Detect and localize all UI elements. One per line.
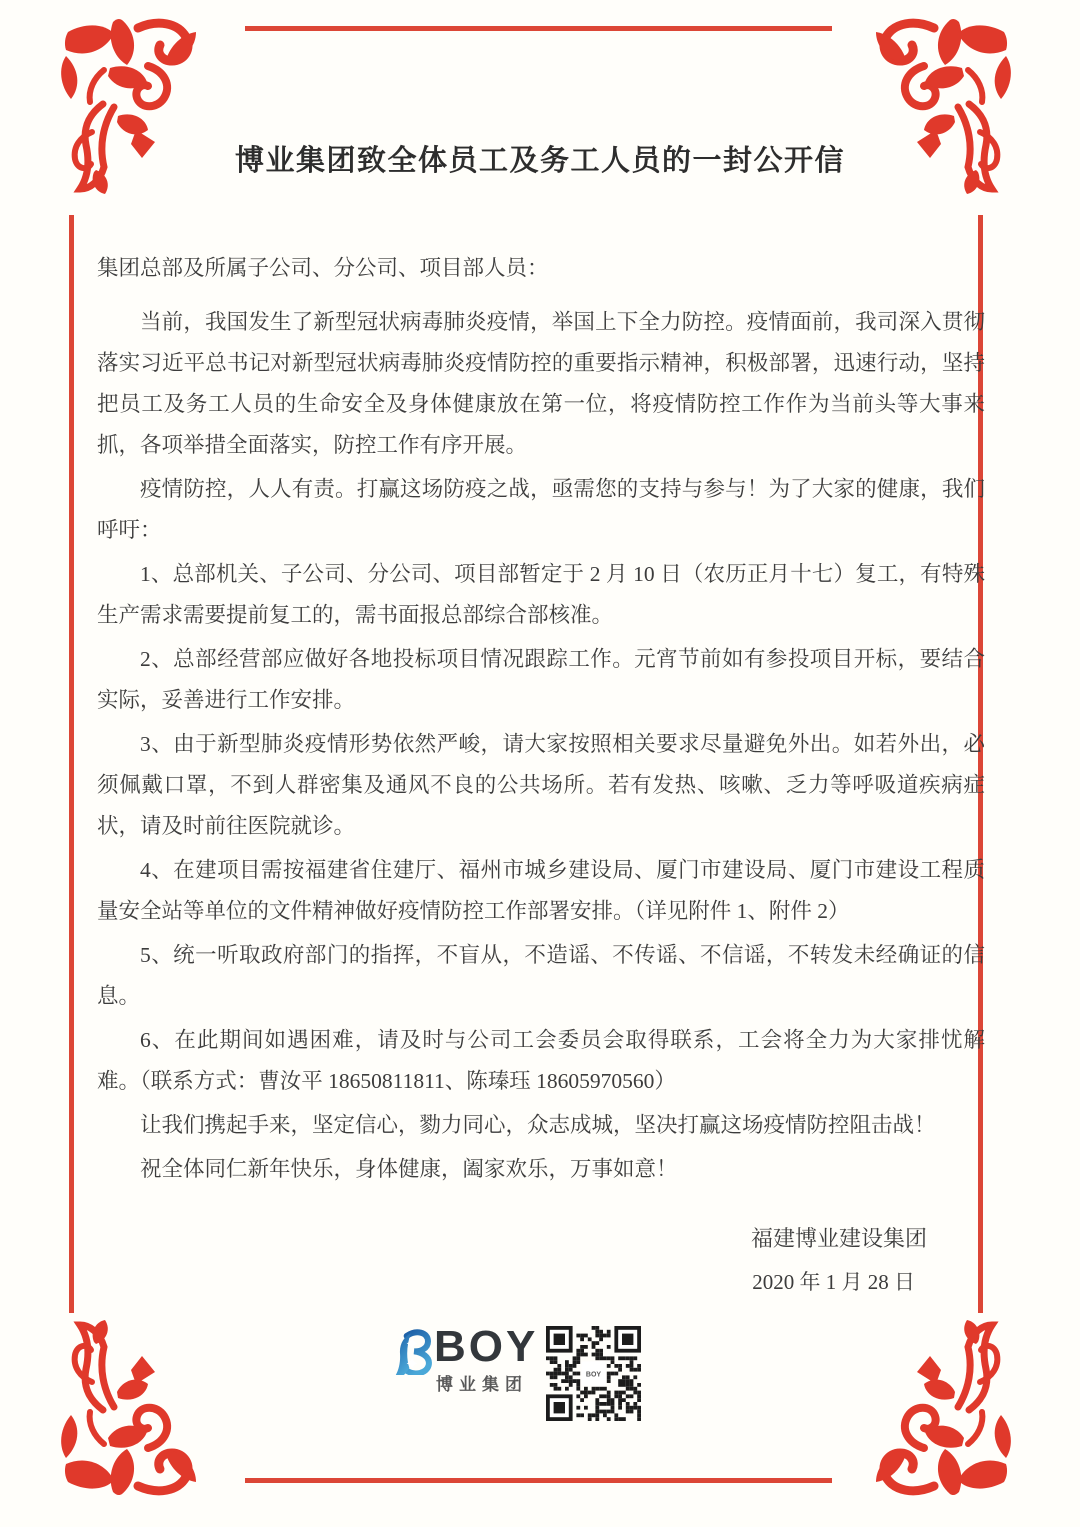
frame-border-bottom (245, 1478, 832, 1483)
floral-corner-ornament-icon (52, 1320, 202, 1502)
signature-company: 福建博业建设集团 (750, 1226, 927, 1251)
letter-paragraph: 3、由于新型肺炎疫情形势依然严峻，请大家按照相关要求尽量避免外出。如若外出，必须佩戴口罩，不到人群密集及通风不良的公共场所。若有发热、咳嗽、乏力等呼吸道疾病症状，请及时前往医院就诊。 (97, 732, 985, 838)
floral-corner-ornament-icon (870, 1320, 1020, 1502)
letter-body (97, 248, 985, 1193)
frame-border-left (69, 215, 74, 1313)
letter-salutation: 集团总部及所属子公司、分公司、项目部人员： (97, 256, 549, 280)
svg-text:BOY: BOY (585, 1371, 602, 1379)
letter-paragraph: 1、总部机关、子公司、分公司、项目部暂定于 2 月 10 日（农历正月十七）复工，有特殊生产需求需要提前复工的，需书面报总部综合部核准。 (97, 562, 985, 627)
letter-paragraph: 6、在此期间如遇困难，请及时与公司工会委员会取得联系，工会将全力为大家排忧解难。（联系方式：曹汝平 18650811811、陈瑧珏 18605970560） (97, 1028, 985, 1093)
logo-latin-text: BOY (434, 1322, 539, 1371)
company-logo (392, 1322, 552, 1421)
qr-code (546, 1326, 641, 1421)
letter-paragraph: 疫情防控，人人有责。打赢这场防疫之战，亟需您的支持与参与！为了大家的健康，我们呼吁： (97, 477, 985, 542)
logo-chinese-text: 博业集团 (436, 1375, 528, 1394)
letter-paragraph: 5、统一听取政府部门的指挥，不盲从，不造谣、不传谣、不信谣，不转发未经确证的信息。 (97, 943, 985, 1008)
letter-paragraph: 当前，我国发生了新型冠状病毒肺炎疫情，举国上下全力防控。疫情面前，我司深入贯彻落实习近平总书记对新型冠状病毒肺炎疫情防控的重要指示精神，积极部署，迅速行动，坚持把员工及务工人员的生命安全及身体健康放在第一位，将疫情防控工作作为当前头等大事来抓，各项举措全面落实，防控工作有序开展。 (97, 310, 985, 457)
letter-paragraph: 4、在建项目需按福建省住建厅、福州市城乡建设局、厦门市建设局、厦门市建设工程质量安全站等单位的文件精神做好疫情防控工作部署安排。（详见附件 1、附件 2） (97, 858, 985, 923)
letter-paragraph: 让我们携起手来，坚定信心，勠力同心，众志成城，坚决打赢这场疫情防控阻击战！ (140, 1113, 936, 1137)
letter-title: 博业集团致全体员工及务工人员的一封公开信 (234, 145, 845, 177)
qr-code-svg (546, 1326, 641, 1421)
signature-date: 2020 年 1 月 28 日 (752, 1270, 915, 1294)
signature-block (485, 1222, 985, 1299)
boy-logo-b-icon (392, 1328, 432, 1394)
frame-border-top (245, 26, 832, 31)
letter-paragraph: 2、总部经营部应做好各地投标项目情况跟踪工作。元宵节前如有参投项目开标，要结合实际，妥善进行工作安排。 (97, 647, 985, 712)
letter-paragraph: 祝全体同仁新年快乐，身体健康，阖家欢乐，万事如意！ (140, 1157, 678, 1181)
